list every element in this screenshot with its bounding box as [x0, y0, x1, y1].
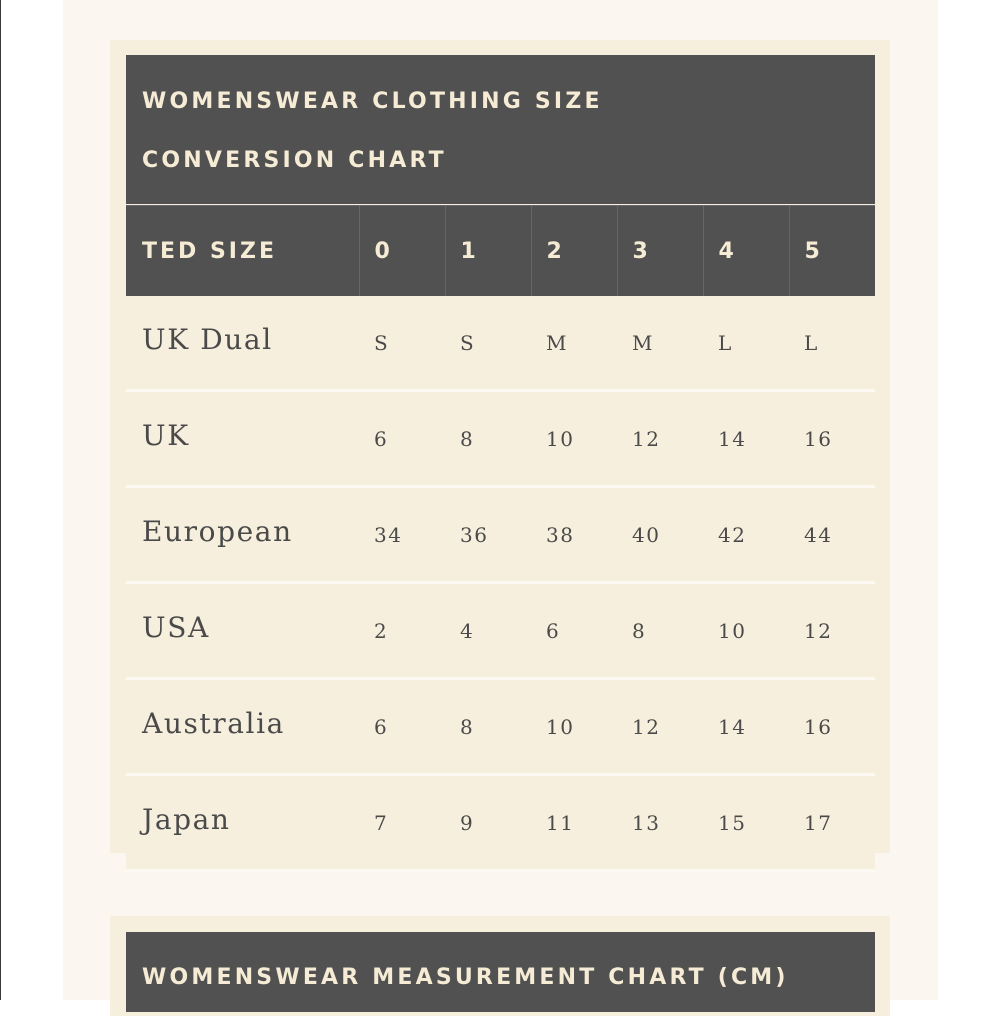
- table-cell: 8: [445, 679, 531, 775]
- table-row-european: [126, 487, 875, 583]
- table-cell: 15: [703, 775, 789, 871]
- table-cell: 8: [617, 583, 703, 679]
- table-cell: 16: [789, 391, 875, 487]
- header-size-3: 3: [617, 206, 703, 297]
- table-cell: 42: [703, 487, 789, 583]
- header-ted-size: TED SIZE: [126, 206, 359, 297]
- table-row-australia: [126, 679, 875, 775]
- table-cell: 10: [703, 583, 789, 679]
- table-cell: 6: [359, 679, 445, 775]
- table-cell: 6: [531, 583, 617, 679]
- table-cell: L: [703, 296, 789, 391]
- row-label: Australia: [126, 679, 359, 775]
- table-cell: M: [531, 296, 617, 391]
- table-cell: M: [617, 296, 703, 391]
- conversion-chart-title-line-2: CONVERSION CHART: [142, 148, 447, 173]
- table-cell: S: [445, 296, 531, 391]
- table-row-japan: [126, 775, 875, 871]
- table-cell: 9: [445, 775, 531, 871]
- measurement-chart-title-text: WOMENSWEAR MEASUREMENT CHART (CM): [142, 965, 789, 990]
- conversion-chart-title: [126, 55, 875, 204]
- conversion-chart-title-line-1: WOMENSWEAR CLOTHING SIZE: [142, 89, 603, 114]
- table-cell: 36: [445, 487, 531, 583]
- page-left-edge: [0, 0, 1, 1000]
- row-label: UK: [126, 391, 359, 487]
- table-row-uk-dual: [126, 296, 875, 391]
- table-cell: 4: [445, 583, 531, 679]
- table-cell: 34: [359, 487, 445, 583]
- measurement-chart-title: [126, 932, 875, 1012]
- header-size-4: 4: [703, 206, 789, 297]
- header-size-5: 5: [789, 206, 875, 297]
- table-cell: L: [789, 296, 875, 391]
- table-cell: 2: [359, 583, 445, 679]
- table-cell: 14: [703, 679, 789, 775]
- table-cell: 7: [359, 775, 445, 871]
- table-cell: 13: [617, 775, 703, 871]
- table-cell: 12: [617, 391, 703, 487]
- header-size-1: 1: [445, 206, 531, 297]
- table-cell: 10: [531, 391, 617, 487]
- table-header-row: [126, 206, 875, 297]
- table-row-usa: [126, 583, 875, 679]
- header-size-2: 2: [531, 206, 617, 297]
- size-conversion-table: [126, 205, 875, 872]
- table-cell: 8: [445, 391, 531, 487]
- row-label: USA: [126, 583, 359, 679]
- table-cell: S: [359, 296, 445, 391]
- row-label: UK Dual: [126, 296, 359, 391]
- table-cell: 17: [789, 775, 875, 871]
- table-cell: 16: [789, 679, 875, 775]
- table-cell: 12: [789, 583, 875, 679]
- row-label: Japan: [126, 775, 359, 871]
- table-cell: 11: [531, 775, 617, 871]
- table-cell: 6: [359, 391, 445, 487]
- table-cell: 38: [531, 487, 617, 583]
- table-cell: 40: [617, 487, 703, 583]
- table-cell: 12: [617, 679, 703, 775]
- table-row-uk: [126, 391, 875, 487]
- table-cell: 10: [531, 679, 617, 775]
- header-size-0: 0: [359, 206, 445, 297]
- table-cell: 14: [703, 391, 789, 487]
- row-label: European: [126, 487, 359, 583]
- table-cell: 44: [789, 487, 875, 583]
